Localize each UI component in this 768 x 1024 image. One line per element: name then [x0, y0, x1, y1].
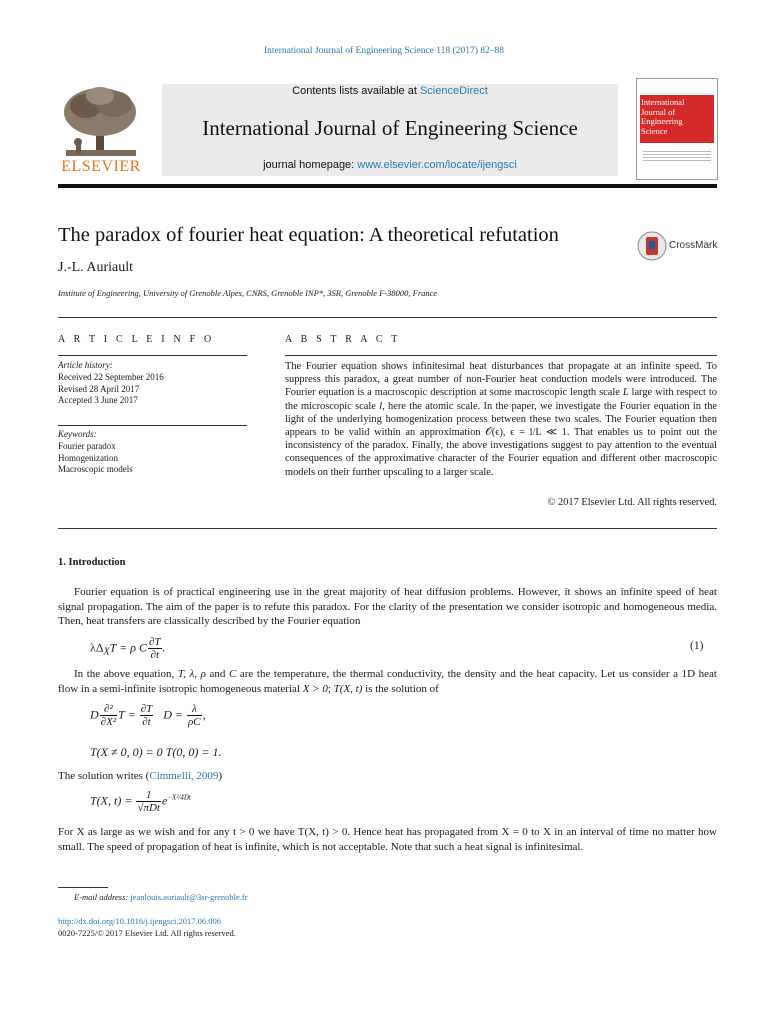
keywords-label: Keywords:: [58, 429, 97, 439]
revised-date: Revised 28 April 2017: [58, 383, 140, 394]
approximation-expression: 𝒪(ϵ), ϵ = l/L ≪ 1: [485, 427, 567, 439]
equation-2: D $\frac{\text{∂²}}{\text{∂X²}}$ T = $\frac{\partial T}{\partial t}$ D = $\frac{\lambda}{\rho C}$ ,: [90, 703, 206, 728]
body-rule: [58, 528, 717, 529]
journal-reference-link[interactable]: International Journal of Engineering Science 118 (2017) 82–88: [264, 46, 504, 56]
cover-title: International Journal of Engineering Science: [641, 97, 685, 136]
abstract-copyright: © 2017 Elsevier Ltd. All rights reserved.: [547, 497, 717, 508]
paragraph-4: For X as large as we wish and for any t > 0 we have T(X, t) > 0. Hence heat has propagated from X = 0 to X in an interval of time no matter how small. The speed of propagation of heat is infinite, which is not acceptable. Note that such a heat signal is infinitesimal.: [58, 826, 717, 853]
contents-line: Contents lists available at ScienceDirect: [292, 85, 488, 97]
article-info-heading: A R T I C L E I N F O: [58, 334, 215, 345]
crossmark-badge[interactable]: [637, 231, 721, 261]
keywords-block: [58, 429, 248, 476]
equation-1: $\lambda\Delta_XT = \rho$ C $\frac{\partial T}{\partial t}$ .: [90, 636, 166, 661]
keyword-item: Homogenization: [58, 452, 118, 463]
keyword-item: Macroscopic models: [58, 464, 133, 475]
citation-link[interactable]: Cimmelli, 2009: [149, 770, 219, 782]
issn-copyright: 0020-7225/© 2017 Elsevier Ltd. All rights reserved.: [58, 928, 236, 938]
affiliation: Institute of Engineering, University of Grenoble Alpes, CNRS, Grenoble INP*, 3SR, Grenoble F-38000, France: [58, 288, 438, 298]
article-history: [58, 360, 248, 407]
article-info-rule: [58, 355, 247, 356]
publisher-name: ELSEVIER: [61, 158, 141, 175]
equation-4: T(X, t) = $\frac{1}{\text{√πDt}}$ $e^{-X^2/4Dt}$: [90, 789, 191, 814]
section-heading-introduction: 1. Introduction: [58, 557, 126, 568]
crossmark-icon: [637, 231, 667, 261]
abstract-heading: A B S T R A C T: [285, 334, 401, 345]
paragraph-2: In the above equation, T, λ, ρ and C are the temperature, the thermal conductivity, the density and the heat capacity. Let us consider a 1D heat flow in a semi-infinite isotropic homogeneous material X > 0; T(X, t) is the solution of: [58, 668, 717, 695]
journal-cover: [636, 78, 718, 180]
keyword-item: Fourier paradox: [58, 440, 116, 451]
journal-homepage-link[interactable]: www.elsevier.com/locate/ijengsci: [357, 159, 517, 171]
cover-decoration: [637, 149, 717, 163]
journal-title: International Journal of Engineering Science: [202, 116, 578, 140]
masthead-rule: [58, 184, 717, 188]
email-link[interactable]: jeanlouis.auriault@3sr-grenoble.fr: [130, 892, 248, 902]
author-name: J.-L. Auriault: [58, 260, 134, 275]
paragraph-3: The solution writes (Cimmelli, 2009): [58, 770, 223, 782]
crossmark-label: CrossMark: [669, 240, 718, 251]
email-footnote: E-mail address: jeanlouis.auriault@3sr-grenoble.fr: [74, 892, 248, 902]
accepted-date: Accepted 3 June 2017: [58, 395, 138, 406]
history-label: Article history:: [58, 360, 113, 370]
footnote-rule: [58, 887, 108, 888]
paragraph-1: Fourier equation is of practical engineering use in the great majority of heat diffusion problems. However, it shows an infinite speed of heat signal propagation. The aim of the paper is to refute this paradox. For the clarity of the presentation we consider isotropic and homogeneous media. Then, heat transfers are classically described by the Fourier equation: [58, 586, 717, 628]
received-date: Received 22 September 2016: [58, 371, 164, 382]
doi-link[interactable]: http://dx.doi.org/10.1016/j.ijengsci.2017.06.006: [58, 916, 221, 926]
homepage-line: journal homepage: www.elsevier.com/locate/ijengsci: [263, 159, 517, 171]
equation-3: T(X ≠ 0, 0) = 0 T(0, 0) = 1.: [90, 745, 222, 759]
equation-1-label: (1): [690, 640, 704, 652]
sciencedirect-link[interactable]: ScienceDirect: [419, 85, 488, 97]
paper-title: The paradox of fourier heat equation: A theoretical refutation: [58, 224, 559, 246]
article-info-rule: [58, 425, 247, 426]
abstract-text: The Fourier equation shows infinitesimal heat disturbances that propagate at an infinite speed. To suppress this paradox, a great number of non-Fourier heat conduction models were introduced. The Fourier equation is a macroscopic description at some macroscopic length scale L large with respect to the microscopic scale l, here the atomic scale. In the paper, we investigate the Fourier equation in the light of the underlying homogenization process between these two scales. The Fourier equation then appears to be valid within an approximation 𝒪(ϵ), ϵ = l/L ≪ 1. That enables us to point out the inconsistency of the paradox. Finally, the above investigations suggest to pay attention to the eventual consequences of the approximative character of the Fourier equation and different other macroscopic models on their further upscaling to a larger scale.: [285, 361, 717, 478]
section-rule: [58, 317, 717, 318]
abstract-rule: [285, 355, 717, 356]
elsevier-logo: [58, 84, 144, 178]
